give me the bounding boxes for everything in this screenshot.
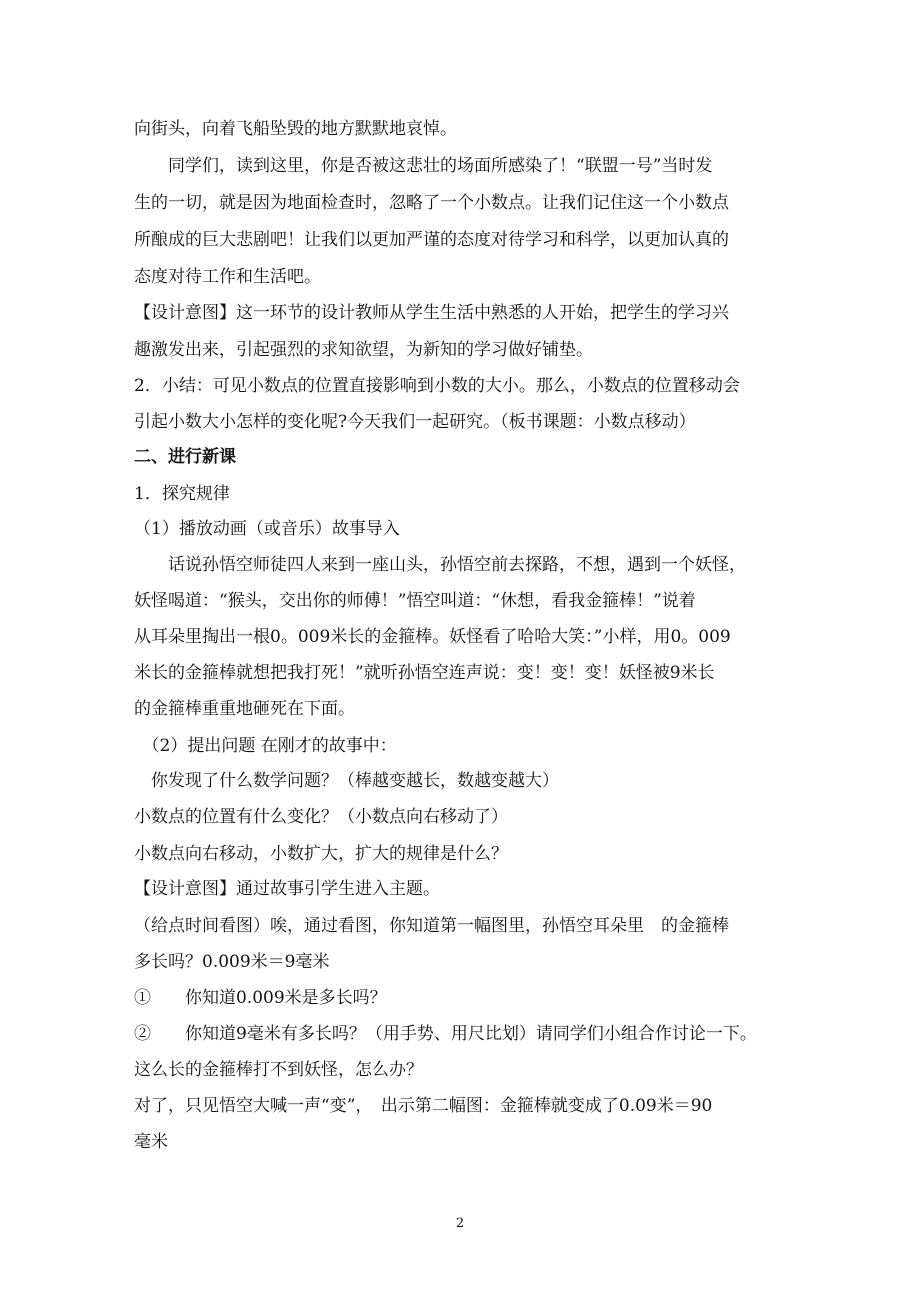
text-line: 趣激发出来，引起强烈的求知欲望，为新知的学习做好铺垫。 <box>134 340 593 360</box>
text-line: 2．小结：可见小数点的位置直接影响到小数的大小。那么，小数点的位置移动会 <box>134 376 740 396</box>
text-line: 的金箍棒重重地砸死在下面。 <box>134 699 355 719</box>
text-line: 态度对待工作和生活吧。 <box>134 267 321 287</box>
text-line: 向街头，向着飞船坠毁的地方默默地哀悼。 <box>134 119 457 139</box>
text-line: （给点时间看图）唉，通过看图，你知道第一幅图里，孙悟空耳朵里 的金箍棒 <box>134 916 729 936</box>
text-line: 小数点向右移动，小数扩大，扩大的规律是什么？ <box>134 844 508 864</box>
text-line: 生的一切，就是因为地面检查时，忽略了一个小数点。让我们记住这一个小数点 <box>134 193 729 213</box>
text-line: 引起小数大小怎样的变化呢?今天我们一起研究。（板书课题：小数点移动） <box>134 412 696 432</box>
text-line: 同学们，读到这里，你是否被这悲壮的场面所感染了！“联盟一号”当时发 <box>134 156 713 176</box>
design-intent-line: 【设计意图】这一环节的设计教师从学生生活中熟悉的人开始，把学生的学习兴 <box>134 303 729 323</box>
subsection-heading: 1．探究规律 <box>134 484 230 504</box>
text-line: 小数点的位置有什么变化？（小数点向右移动了） <box>134 807 508 827</box>
text-line: 从耳朵里掏出一根0。009米长的金箍棒。妖怪看了哈哈大笑：”小样，用0。009 <box>134 627 731 647</box>
text-line: 所酿成的巨大悲剧吧！让我们以更加严谨的态度对待学习和科学，以更加认真的 <box>134 230 729 250</box>
text-line: 妖怪喝道：“猴头，交出你的师傅！”悟空叫道：“休想，看我金箍棒！”说着 <box>134 591 696 611</box>
list-item: ② 你知道9毫米有多长吗？（用手势、用尺比划）请同学们小组合作讨论一下。 <box>134 1024 757 1044</box>
text-line: 你发现了什么数学问题？（棒越变越长，数越变越大） <box>134 771 559 791</box>
text-line: 多长吗？0.009米＝9毫米 <box>134 952 330 972</box>
page-number: 2 <box>455 1216 465 1231</box>
design-intent-line: 【设计意图】通过故事引学生进入主题。 <box>134 879 440 899</box>
list-item: ① 你知道0.009米是多长吗？ <box>134 988 387 1008</box>
text-line: （2）提出问题 在刚才的故事中： <box>134 736 397 756</box>
text-line: 这么长的金箍棒打不到妖怪，怎么办？ <box>134 1060 423 1080</box>
text-line: 毫米 <box>134 1132 168 1152</box>
section-heading: 二、进行新课 <box>134 447 236 467</box>
text-line: 对了，只见悟空大喊一声“变”， 出示第二幅图：金箍棒就变成了0.09米＝90 <box>134 1096 713 1116</box>
text-line: 话说孙悟空师徒四人来到一座山头，孙悟空前去探路，不想，遇到一个妖怪， <box>134 555 746 575</box>
text-line: 米长的金箍棒就想把我打死！”就听孙悟空连声说：变！变！变！妖怪被9米长 <box>134 663 715 683</box>
text-line: （1）播放动画（或音乐）故事导入 <box>134 519 400 539</box>
